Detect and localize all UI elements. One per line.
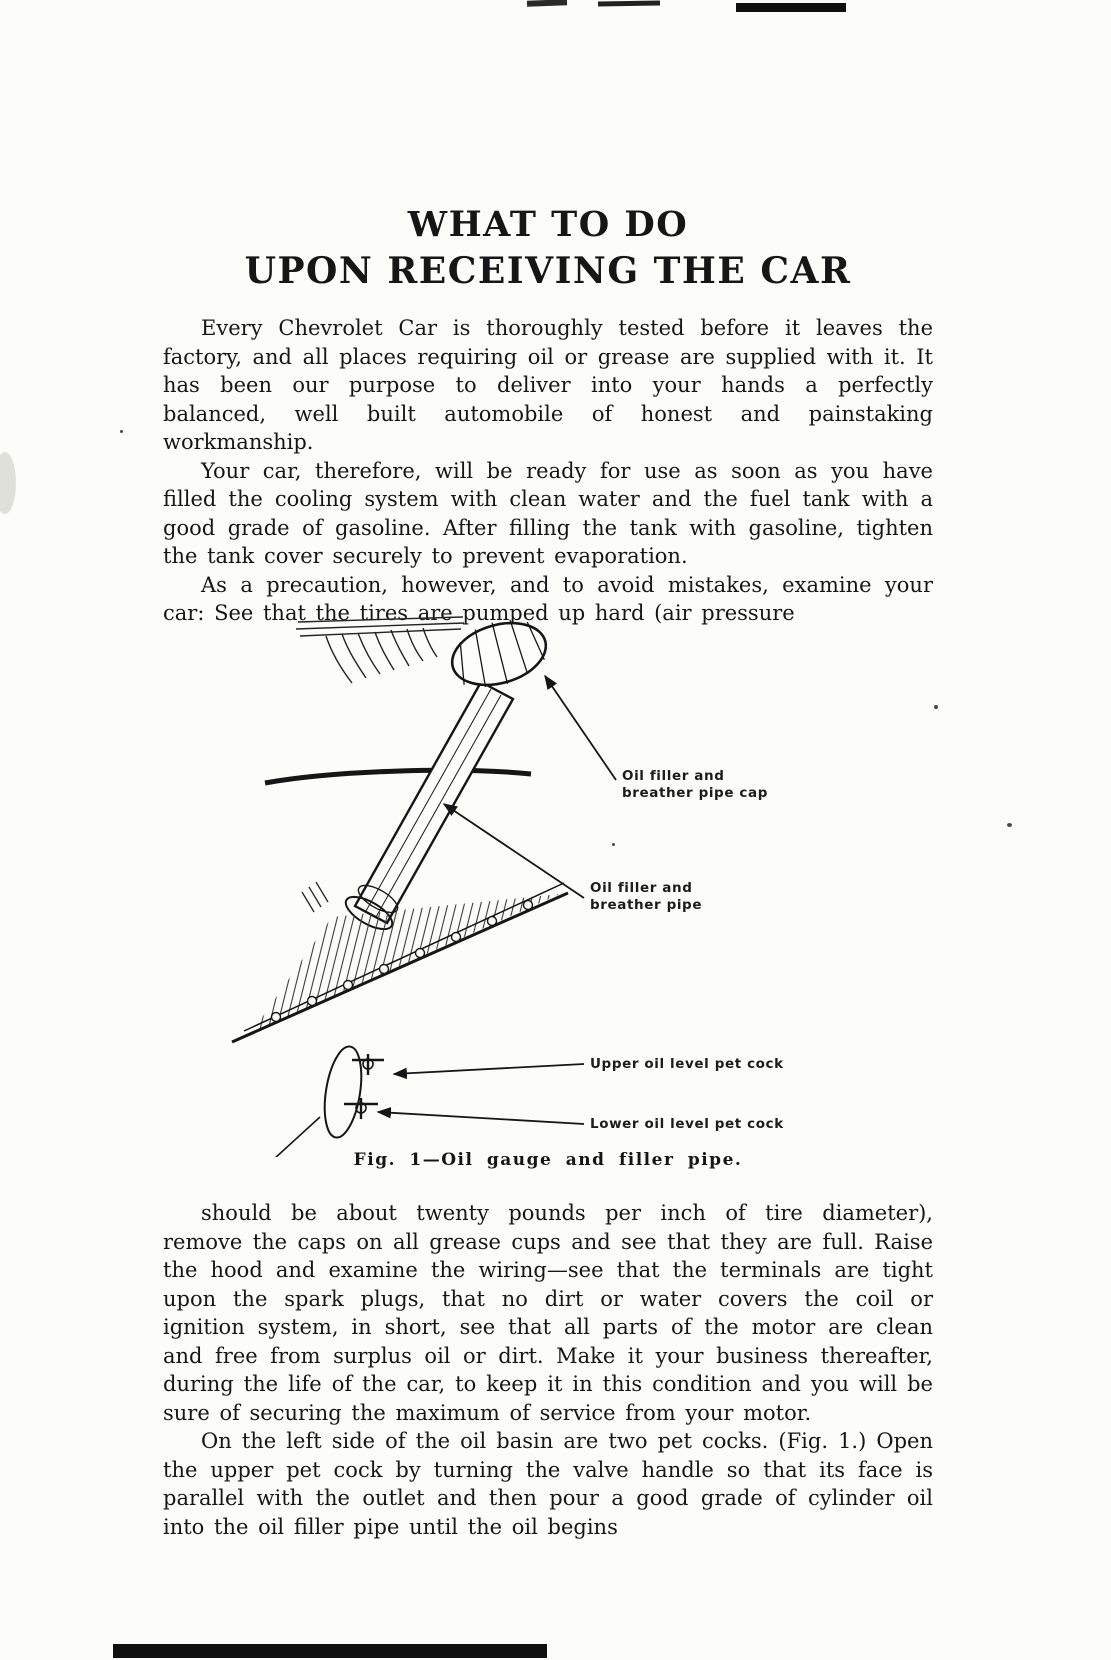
cowl-sketch <box>296 617 464 683</box>
label-oil-filler-cap <box>622 768 768 802</box>
hash-marks <box>302 882 328 912</box>
scan-speck <box>1007 823 1012 827</box>
intro-text-block <box>163 202 933 628</box>
page-title <box>163 202 933 294</box>
oil-gauge-illustration <box>228 612 933 1157</box>
pipe-shading <box>366 689 491 911</box>
pet-cocks <box>240 1044 384 1157</box>
label-line: breather pipe cap <box>622 785 768 801</box>
paragraph-2: Your car, therefore, will be ready for use as soon as you have filled the cooling system with clean water and the fuel tank with a good grade of gasoline. After filling the tank with gasoline, tighten the tank cover securely to prevent evaporation. <box>163 458 933 568</box>
label-upper-petcock <box>590 1056 784 1073</box>
figure-1-oil-gauge <box>228 612 933 1157</box>
scan-artifact-bottom-bar <box>113 1644 547 1658</box>
label-line: Oil filler and <box>590 880 693 896</box>
leader-to-upper-petcock <box>394 1064 584 1074</box>
scan-artifact <box>736 3 846 12</box>
cowl-edge <box>265 770 531 783</box>
paragraph-4: should be about twenty pounds per inch of tire diameter), remove the caps on all grease cups and see that they are full. Raise the hood and examine the wiring—see that the terminals are tight upon the spark plugs, that no dirt or water covers the coil or ignition system, in short, see that all parts of the motor are clean and free from surplus oil or dirt. Make it your business thereafter, during the life of the car, to keep it in this condition and you will be sure of securing the maximum of service from your motor. <box>163 1201 933 1425</box>
body-text-block <box>163 1199 933 1541</box>
scan-speck <box>120 430 123 433</box>
leader-to-pipe <box>444 804 584 898</box>
filler-cap <box>444 612 554 697</box>
label-line: breather pipe <box>590 897 703 913</box>
label-line: Lower oil level pet cock <box>590 1116 784 1132</box>
filler-pipe <box>355 682 513 923</box>
label-oil-filler-pipe <box>590 880 702 914</box>
label-line: Upper oil level pet cock <box>590 1056 784 1072</box>
page-title-line2: UPON RECEIVING THE CAR <box>244 250 852 292</box>
scan-smudge <box>0 452 16 514</box>
scan-artifact <box>598 0 660 6</box>
leader-to-lower-petcock <box>378 1112 584 1124</box>
scan-artifact <box>527 0 567 7</box>
pipe-shading <box>376 695 501 917</box>
paragraph-3: As a precaution, however, and to avoid mistakes, examine your car: See that the tires are pumped up hard (air pressure <box>163 572 933 625</box>
paragraph-1: Every Chevrolet Car is thoroughly tested before it leaves the factory, and all places requiring oil or grease are supplied with it. It has been our purpose to deliver into your hands a perfectly balanced, well built automobile of honest and painstaking workmanship. <box>163 316 933 454</box>
leader-to-cap <box>545 676 616 780</box>
figure-caption: Fig. 1—Oil gauge and filler pipe. <box>353 1150 743 1170</box>
page-title-line1: WHAT TO DO <box>407 204 689 245</box>
label-line: Oil filler and <box>622 768 725 784</box>
label-lower-petcock <box>590 1116 784 1133</box>
leader-lines <box>378 676 616 1124</box>
scan-speck <box>934 705 938 709</box>
paragraph-5: On the left side of the oil basin are two pet cocks. (Fig. 1.) Open the upper pet cock by turning the valve handle so that its face is parallel with the outlet and then pour a good grade of cylinder oil into the oil filler pipe until the oil begins <box>163 1429 933 1539</box>
